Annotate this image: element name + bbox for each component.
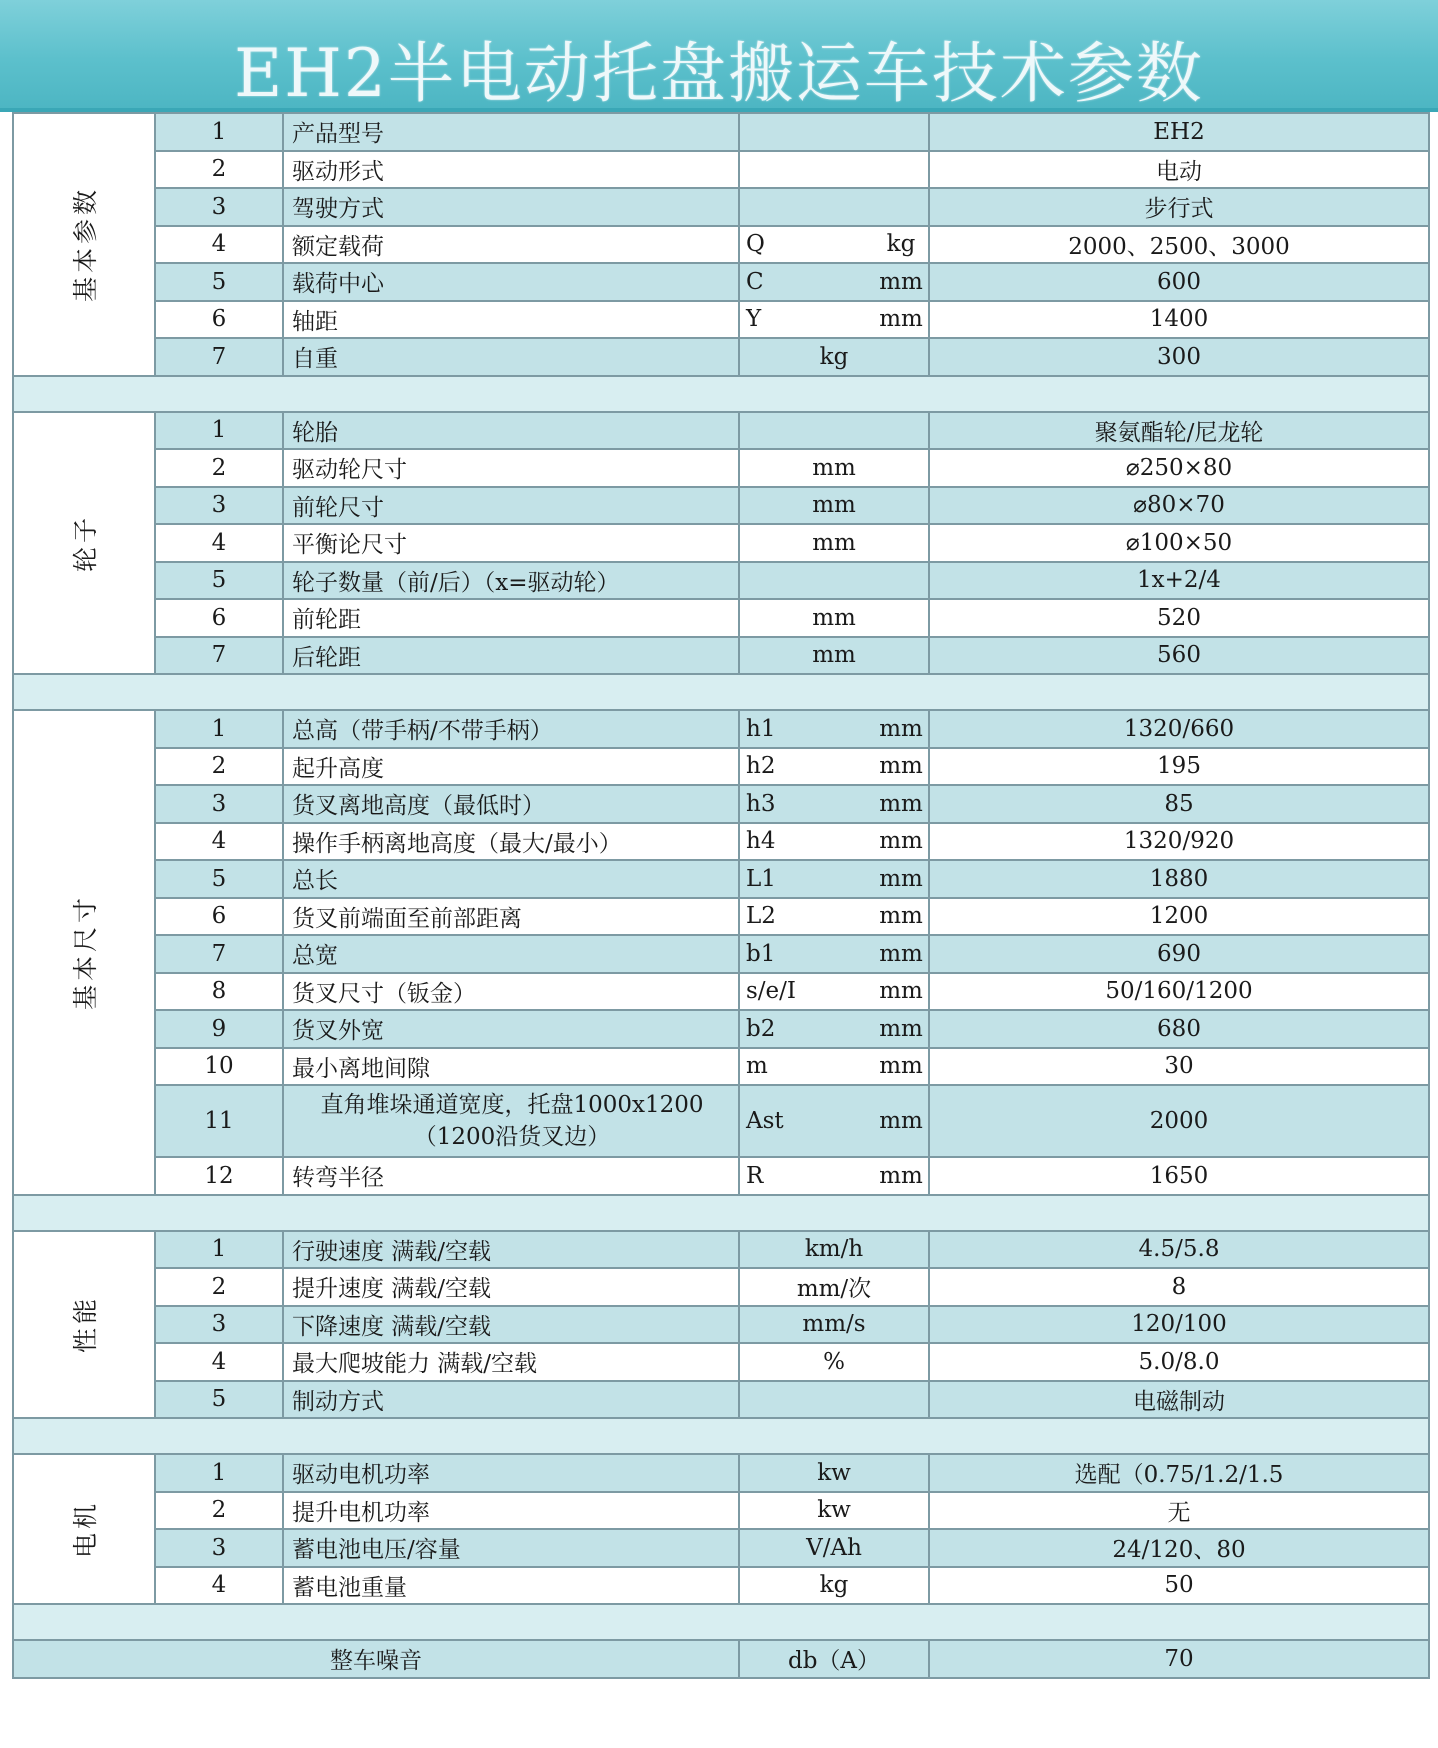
param-symbol: Y xyxy=(746,306,762,333)
row-number: 6 xyxy=(155,301,283,339)
unit-cell xyxy=(739,1306,929,1344)
param-unit: mm xyxy=(879,978,923,1005)
unit-cell xyxy=(739,935,929,973)
unit-cell xyxy=(739,898,929,936)
param-value: 1320/920 xyxy=(929,823,1429,861)
row-number: 7 xyxy=(155,338,283,376)
param-value: 195 xyxy=(929,748,1429,786)
section-gap xyxy=(13,674,1429,710)
param-unit: mm xyxy=(812,642,856,669)
row-number: 5 xyxy=(155,860,283,898)
table-row xyxy=(13,599,1429,637)
unit-cell xyxy=(739,412,929,450)
unit-cell xyxy=(739,823,929,861)
param-value: 120/100 xyxy=(929,1306,1429,1344)
param-value: 690 xyxy=(929,935,1429,973)
param-symbol: h3 xyxy=(746,790,776,817)
param-symbol: C xyxy=(746,268,764,295)
table-row xyxy=(13,1085,1429,1157)
param-value: 1200 xyxy=(929,898,1429,936)
unit-cell xyxy=(739,1048,929,1086)
param-unit: kg xyxy=(819,343,849,370)
section-label: 电机 xyxy=(70,1499,100,1559)
noise-unit: db（A） xyxy=(739,1640,929,1678)
unit-cell xyxy=(739,113,929,151)
param-name: 提升速度 满载/空载 xyxy=(283,1268,739,1306)
row-number: 5 xyxy=(155,562,283,600)
section-label-cell xyxy=(13,113,155,376)
param-unit: mm xyxy=(812,492,856,519)
param-value: 2000、2500、3000 xyxy=(929,226,1429,264)
param-symbol: L2 xyxy=(746,903,776,930)
param-value: 600 xyxy=(929,263,1429,301)
param-name: 货叉外宽 xyxy=(283,1010,739,1048)
param-value: 30 xyxy=(929,1048,1429,1086)
unit-cell xyxy=(739,487,929,525)
table-row xyxy=(13,562,1429,600)
row-number: 1 xyxy=(155,412,283,450)
param-name: 转弯半径 xyxy=(283,1157,739,1195)
param-unit: mm xyxy=(879,715,923,742)
title-banner xyxy=(0,0,1438,112)
unit-cell xyxy=(739,1085,929,1157)
param-unit: V/Ah xyxy=(806,1534,862,1561)
param-value: 24/120、80 xyxy=(929,1529,1429,1567)
param-unit: mm xyxy=(879,903,923,930)
row-number: 12 xyxy=(155,1157,283,1195)
param-value: 85 xyxy=(929,785,1429,823)
row-number: 4 xyxy=(155,226,283,264)
section-gap xyxy=(13,1195,1429,1231)
row-number: 1 xyxy=(155,113,283,151)
param-symbol: L1 xyxy=(746,865,776,892)
param-value: 1650 xyxy=(929,1157,1429,1195)
param-name: 下降速度 满载/空载 xyxy=(283,1306,739,1344)
section-label-cell xyxy=(13,412,155,675)
param-unit: kg xyxy=(819,1572,849,1599)
param-name: 驱动轮尺寸 xyxy=(283,449,739,487)
param-name: 轮胎 xyxy=(283,412,739,450)
param-unit: mm xyxy=(812,604,856,631)
param-unit: % xyxy=(823,1348,845,1375)
table-row xyxy=(13,1048,1429,1086)
param-name: 总长 xyxy=(283,860,739,898)
table-row xyxy=(13,860,1429,898)
param-name: 总高（带手柄/不带手柄） xyxy=(283,710,739,748)
unit-cell xyxy=(739,263,929,301)
unit-cell xyxy=(739,1343,929,1381)
section-label-cell xyxy=(13,1231,155,1419)
row-number: 1 xyxy=(155,1231,283,1269)
unit-cell xyxy=(739,710,929,748)
row-number: 3 xyxy=(155,1529,283,1567)
table-row xyxy=(13,1454,1429,1492)
unit-cell xyxy=(739,785,929,823)
unit-cell xyxy=(739,1454,929,1492)
row-number: 4 xyxy=(155,1343,283,1381)
param-name: 操作手柄离地高度（最大/最小） xyxy=(283,823,739,861)
gap-cell xyxy=(13,1604,1429,1640)
param-unit: kw xyxy=(817,1459,851,1486)
gap-cell xyxy=(13,1418,1429,1454)
unit-cell xyxy=(739,151,929,189)
param-name: 总宽 xyxy=(283,935,739,973)
unit-cell xyxy=(739,524,929,562)
spec-table xyxy=(12,112,1430,1679)
param-name: 驱动电机功率 xyxy=(283,1454,739,1492)
unit-cell xyxy=(739,301,929,339)
param-unit: mm xyxy=(879,1015,923,1042)
param-value: 步行式 xyxy=(929,188,1429,226)
param-value: 选配（0.75/1.2/1.5 xyxy=(929,1454,1429,1492)
unit-cell xyxy=(739,188,929,226)
param-unit: mm xyxy=(879,1053,923,1080)
row-number: 2 xyxy=(155,449,283,487)
param-unit: mm/次 xyxy=(796,1276,872,1303)
section-gap xyxy=(13,1604,1429,1640)
param-symbol: s/e/I xyxy=(746,978,796,1005)
param-unit: mm xyxy=(812,529,856,556)
unit-cell xyxy=(739,973,929,1011)
param-value: 1400 xyxy=(929,301,1429,339)
param-value: 电磁制动 xyxy=(929,1381,1429,1419)
param-value: 5.0/8.0 xyxy=(929,1343,1429,1381)
param-name: 轴距 xyxy=(283,301,739,339)
row-number: 8 xyxy=(155,973,283,1011)
param-unit: mm xyxy=(879,1162,923,1189)
table-row xyxy=(13,898,1429,936)
param-value: 2000 xyxy=(929,1085,1429,1157)
section-label: 轮子 xyxy=(70,513,100,572)
table-row xyxy=(13,449,1429,487)
row-number: 3 xyxy=(155,785,283,823)
param-name: 额定载荷 xyxy=(283,226,739,264)
param-value: 聚氨酯轮/尼龙轮 xyxy=(929,412,1429,450)
unit-cell xyxy=(739,1268,929,1306)
param-value: EH2 xyxy=(929,113,1429,151)
param-value: 520 xyxy=(929,599,1429,637)
unit-cell xyxy=(739,338,929,376)
param-unit: mm/s xyxy=(802,1311,866,1338)
table-row xyxy=(13,1010,1429,1048)
unit-cell xyxy=(739,1529,929,1567)
param-unit: mm xyxy=(879,753,923,780)
table-row xyxy=(13,1381,1429,1419)
param-value: 50 xyxy=(929,1567,1429,1605)
table-row xyxy=(13,1492,1429,1530)
spec-sheet xyxy=(12,112,1428,1679)
param-name: 提升电机功率 xyxy=(283,1492,739,1530)
unit-cell xyxy=(739,1010,929,1048)
row-number: 2 xyxy=(155,748,283,786)
section-label: 基本尺寸 xyxy=(70,894,100,1011)
param-unit: mm xyxy=(879,828,923,855)
param-symbol: R xyxy=(746,1162,764,1189)
table-row xyxy=(13,637,1429,675)
param-unit: mm xyxy=(812,454,856,481)
param-value: 50/160/1200 xyxy=(929,973,1429,1011)
param-value: 电动 xyxy=(929,151,1429,189)
table-row xyxy=(13,1306,1429,1344)
param-symbol: h1 xyxy=(746,715,776,742)
section-label: 基本参数 xyxy=(70,186,100,303)
section-gap xyxy=(13,1418,1429,1454)
param-name: 自重 xyxy=(283,338,739,376)
unit-cell xyxy=(739,449,929,487)
param-name: 行驶速度 满载/空载 xyxy=(283,1231,739,1269)
param-name: 制动方式 xyxy=(283,1381,739,1419)
param-unit: kw xyxy=(817,1497,851,1524)
table-row xyxy=(13,487,1429,525)
row-number: 4 xyxy=(155,1567,283,1605)
gap-cell xyxy=(13,376,1429,412)
unit-cell xyxy=(739,599,929,637)
param-value: ⌀100×50 xyxy=(929,524,1429,562)
table-row xyxy=(13,748,1429,786)
table-row xyxy=(13,1529,1429,1567)
param-value: 1x+2/4 xyxy=(929,562,1429,600)
param-name: 驱动形式 xyxy=(283,151,739,189)
param-name: 最小离地间隙 xyxy=(283,1048,739,1086)
param-name: 货叉尺寸（钣金） xyxy=(283,973,739,1011)
param-value: ⌀80×70 xyxy=(929,487,1429,525)
gap-cell xyxy=(13,674,1429,710)
table-row xyxy=(13,823,1429,861)
unit-cell xyxy=(739,562,929,600)
unit-cell xyxy=(739,1381,929,1419)
param-name: 蓄电池重量 xyxy=(283,1567,739,1605)
param-name: 前轮尺寸 xyxy=(283,487,739,525)
row-number: 3 xyxy=(155,188,283,226)
param-unit: mm xyxy=(879,940,923,967)
unit-cell xyxy=(739,1492,929,1530)
param-value: 560 xyxy=(929,637,1429,675)
page-title: EH2半电动托盘搬运车技术参数 xyxy=(234,35,1204,112)
row-number: 4 xyxy=(155,524,283,562)
param-unit: mm xyxy=(879,306,923,333)
param-name: 前轮距 xyxy=(283,599,739,637)
param-symbol: m xyxy=(746,1053,768,1080)
param-value: 4.5/5.8 xyxy=(929,1231,1429,1269)
table-row xyxy=(13,1343,1429,1381)
table-row xyxy=(13,1268,1429,1306)
row-number: 1 xyxy=(155,1454,283,1492)
param-unit: kg xyxy=(886,231,916,258)
param-symbol: Ast xyxy=(746,1108,784,1134)
row-number: 1 xyxy=(155,710,283,748)
section-label: 性能 xyxy=(70,1295,100,1354)
param-name: 最大爬坡能力 满载/空载 xyxy=(283,1343,739,1381)
table-row xyxy=(13,935,1429,973)
param-symbol: h4 xyxy=(746,828,776,855)
param-value: 1880 xyxy=(929,860,1429,898)
param-name: 货叉前端面至前部距离 xyxy=(283,898,739,936)
row-number: 6 xyxy=(155,898,283,936)
param-name: 后轮距 xyxy=(283,637,739,675)
section-label-cell xyxy=(13,710,155,1195)
param-name: 载荷中心 xyxy=(283,263,739,301)
row-number: 6 xyxy=(155,599,283,637)
table-row xyxy=(13,151,1429,189)
param-value: ⌀250×80 xyxy=(929,449,1429,487)
table-row xyxy=(13,973,1429,1011)
unit-cell xyxy=(739,1567,929,1605)
param-value: 680 xyxy=(929,1010,1429,1048)
noise-row xyxy=(13,1640,1429,1678)
table-row xyxy=(13,1157,1429,1195)
row-number: 11 xyxy=(155,1085,283,1157)
section-gap xyxy=(13,376,1429,412)
param-unit: mm xyxy=(879,268,923,295)
gap-cell xyxy=(13,1195,1429,1231)
param-symbol: h2 xyxy=(746,753,776,780)
param-unit: mm xyxy=(879,1108,923,1134)
unit-cell xyxy=(739,748,929,786)
table-row xyxy=(13,710,1429,748)
param-name: 平衡论尺寸 xyxy=(283,524,739,562)
param-unit: km/h xyxy=(804,1236,864,1263)
param-symbol: b1 xyxy=(746,940,776,967)
param-name: 驾驶方式 xyxy=(283,188,739,226)
param-name: 产品型号 xyxy=(283,113,739,151)
param-name: 起升高度 xyxy=(283,748,739,786)
row-number: 10 xyxy=(155,1048,283,1086)
param-value: 300 xyxy=(929,338,1429,376)
row-number: 9 xyxy=(155,1010,283,1048)
table-row xyxy=(13,226,1429,264)
row-number: 5 xyxy=(155,1381,283,1419)
table-row xyxy=(13,785,1429,823)
param-value: 无 xyxy=(929,1492,1429,1530)
table-row xyxy=(13,338,1429,376)
row-number: 2 xyxy=(155,1268,283,1306)
table-row xyxy=(13,1231,1429,1269)
param-unit: mm xyxy=(879,790,923,817)
table-row xyxy=(13,301,1429,339)
row-number: 2 xyxy=(155,151,283,189)
row-number: 4 xyxy=(155,823,283,861)
param-value: 8 xyxy=(929,1268,1429,1306)
table-row xyxy=(13,524,1429,562)
param-value: 1320/660 xyxy=(929,710,1429,748)
param-symbol: b2 xyxy=(746,1015,776,1042)
row-number: 5 xyxy=(155,263,283,301)
unit-cell xyxy=(739,860,929,898)
noise-value: 70 xyxy=(929,1640,1429,1678)
param-name: 直角堆垛通道宽度，托盘1000x1200（1200沿货叉边） xyxy=(283,1085,739,1157)
table-row xyxy=(13,263,1429,301)
row-number: 2 xyxy=(155,1492,283,1530)
unit-cell xyxy=(739,1157,929,1195)
unit-cell xyxy=(739,226,929,264)
param-unit: mm xyxy=(879,865,923,892)
row-number: 3 xyxy=(155,1306,283,1344)
row-number: 7 xyxy=(155,637,283,675)
table-row xyxy=(13,113,1429,151)
table-row xyxy=(13,1567,1429,1605)
spec-table-body xyxy=(13,113,1429,1678)
param-name: 货叉离地高度（最低时） xyxy=(283,785,739,823)
table-row xyxy=(13,188,1429,226)
unit-cell xyxy=(739,637,929,675)
row-number: 7 xyxy=(155,935,283,973)
param-name: 轮子数量（前/后）（x=驱动轮） xyxy=(283,562,739,600)
row-number: 3 xyxy=(155,487,283,525)
unit-cell xyxy=(739,1231,929,1269)
param-symbol: Q xyxy=(746,231,765,258)
param-name: 蓄电池电压/容量 xyxy=(283,1529,739,1567)
table-row xyxy=(13,412,1429,450)
noise-label: 整车噪音 xyxy=(13,1640,739,1678)
section-label-cell xyxy=(13,1454,155,1604)
